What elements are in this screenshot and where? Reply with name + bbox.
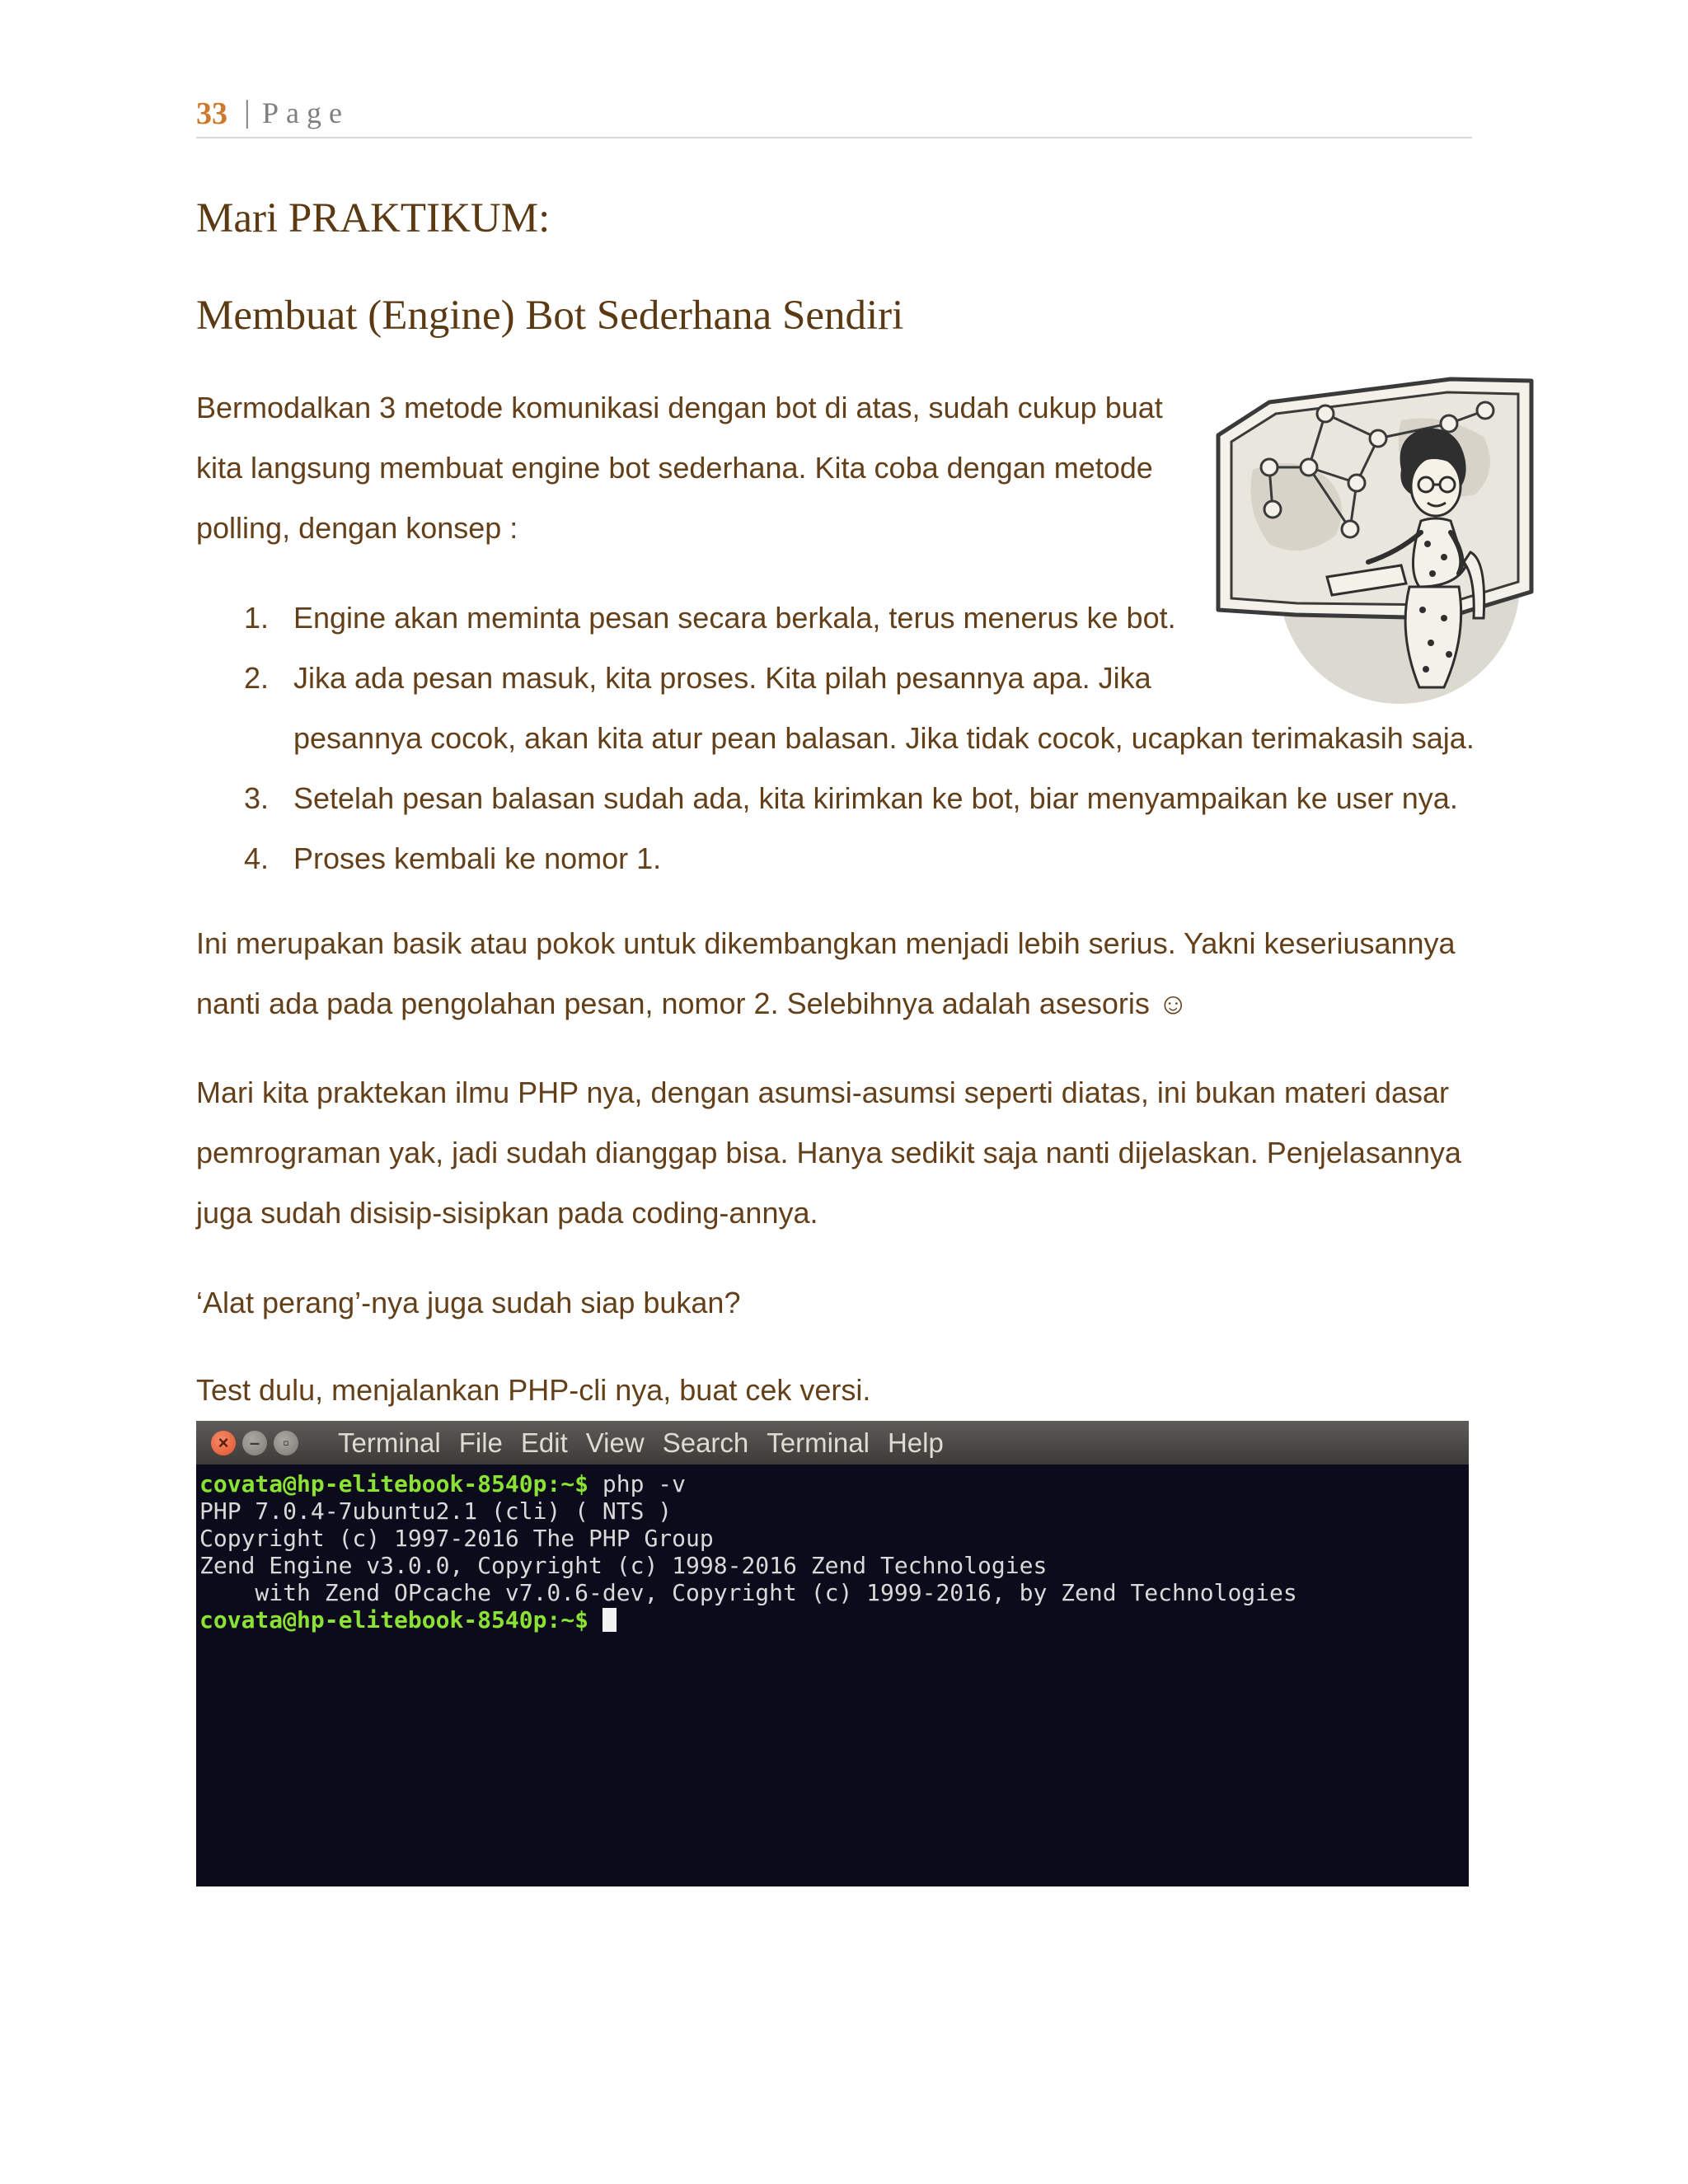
page-label: Page: [262, 96, 349, 129]
maximize-window-button[interactable]: [274, 1431, 298, 1455]
terminal-window-title: Terminal: [338, 1427, 441, 1458]
terminal-output: [199, 1470, 1297, 1633]
maximize-icon: ▫: [283, 1432, 289, 1453]
list-item-number: 3.: [244, 781, 270, 815]
list-item-number: 4.: [244, 841, 270, 875]
terminal-output-line: Zend Engine v3.0.0, Copyright (c) 1998-2016 Zend Technologies: [199, 1552, 1048, 1579]
list-item-text: Proses kembali ke nomor 1.: [293, 841, 662, 875]
list-item: [196, 768, 1482, 828]
page-separator: |: [244, 95, 251, 129]
paragraph-line: pemrograman yak, jadi sudah dianggap bisa. Hanya sedikit saja nanti dijelaskan. Penjelasannya: [196, 1136, 1461, 1169]
paragraph-line: Mari kita praktekan ilmu PHP nya, dengan asumsi-asumsi seperti diatas, ini bukan materi dasar: [196, 1076, 1450, 1109]
intro-line: kita langsung membuat engine bot sederhana. Kita coba dengan metode: [196, 451, 1153, 485]
intro-line: polling, dengan konsep :: [196, 511, 518, 545]
paragraph: Test dulu, menjalankan PHP-cli nya, buat cek versi.: [196, 1373, 871, 1407]
terminal-output-line: Copyright (c) 1997-2016 The PHP Group: [199, 1525, 714, 1552]
menu-edit[interactable]: Edit: [520, 1427, 568, 1458]
close-icon: ×: [218, 1432, 229, 1453]
list-item-text: Jika ada pesan masuk, kita proses. Kita pilah pesannya apa. Jika: [293, 661, 1151, 695]
minimize-window-button[interactable]: [242, 1431, 267, 1455]
menu-file[interactable]: File: [458, 1427, 503, 1458]
terminal-cursor[interactable]: [603, 1608, 617, 1632]
terminal-screenshot: [196, 1421, 1469, 1886]
steps-list: [196, 588, 1482, 888]
close-window-button[interactable]: [211, 1431, 236, 1455]
terminal-menubar: [338, 1426, 962, 1460]
terminal-prompt: covata@hp-elitebook-8540p:~$: [199, 1606, 589, 1633]
menu-terminal[interactable]: Terminal: [767, 1427, 870, 1458]
list-item: [196, 828, 1482, 888]
terminal-titlebar: [196, 1421, 1469, 1465]
list-item-number: 2.: [244, 661, 270, 695]
menu-search[interactable]: Search: [662, 1427, 749, 1458]
intro-paragraph: [196, 377, 1163, 558]
terminal-output-line: PHP 7.0.4-7ubuntu2.1 (cli) ( NTS ): [199, 1497, 673, 1525]
paragraph: [196, 913, 1456, 1033]
terminal-prompt: covata@hp-elitebook-8540p:~$: [199, 1470, 589, 1497]
paragraph: ‘Alat perang’-nya juga sudah siap bukan?: [196, 1286, 741, 1319]
list-item-number: 1.: [244, 601, 270, 635]
minimize-icon: –: [249, 1432, 260, 1453]
paragraph-line: nanti ada pada pengolahan pesan, nomor 2. Selebihnya adalah asesoris: [196, 987, 1150, 1020]
section-title: Mari PRAKTIKUM:: [196, 195, 551, 241]
menu-help[interactable]: Help: [887, 1427, 944, 1458]
page-number: 33: [196, 96, 227, 131]
page-header: [196, 92, 1472, 138]
terminal-command: php -v: [588, 1470, 687, 1497]
list-item-text: Engine akan meminta pesan secara berkala, terus menerus ke bot.: [293, 601, 1176, 635]
paragraph-line: Ini merupakan basik atau pokok untuk dikembangkan menjadi lebih serius. Yakni keseriusannya: [196, 926, 1456, 960]
list-item: [196, 588, 1482, 648]
section-subtitle: Membuat (Engine) Bot Sederhana Sendiri: [196, 293, 904, 339]
paragraph: [196, 1062, 1461, 1243]
list-item-text: pesannya cocok, akan kita atur pean balasan. Jika tidak cocok, ucapkan terimakasih saja.: [293, 721, 1475, 755]
terminal-output-line: with Zend OPcache v7.0.6-dev, Copyright (c) 1999-2016, by Zend Technologies: [199, 1579, 1297, 1606]
smiley-icon: ☺: [1157, 987, 1189, 1020]
paragraph-line: juga sudah disisip-sisipkan pada coding-annya.: [196, 1196, 818, 1230]
menu-view[interactable]: View: [585, 1427, 645, 1458]
intro-line: Bermodalkan 3 metode komunikasi dengan bot di atas, sudah cukup buat: [196, 391, 1163, 424]
list-item: [196, 648, 1482, 768]
list-item-text: Setelah pesan balasan sudah ada, kita kirimkan ke bot, biar menyampaikan ke user nya.: [293, 781, 1458, 815]
